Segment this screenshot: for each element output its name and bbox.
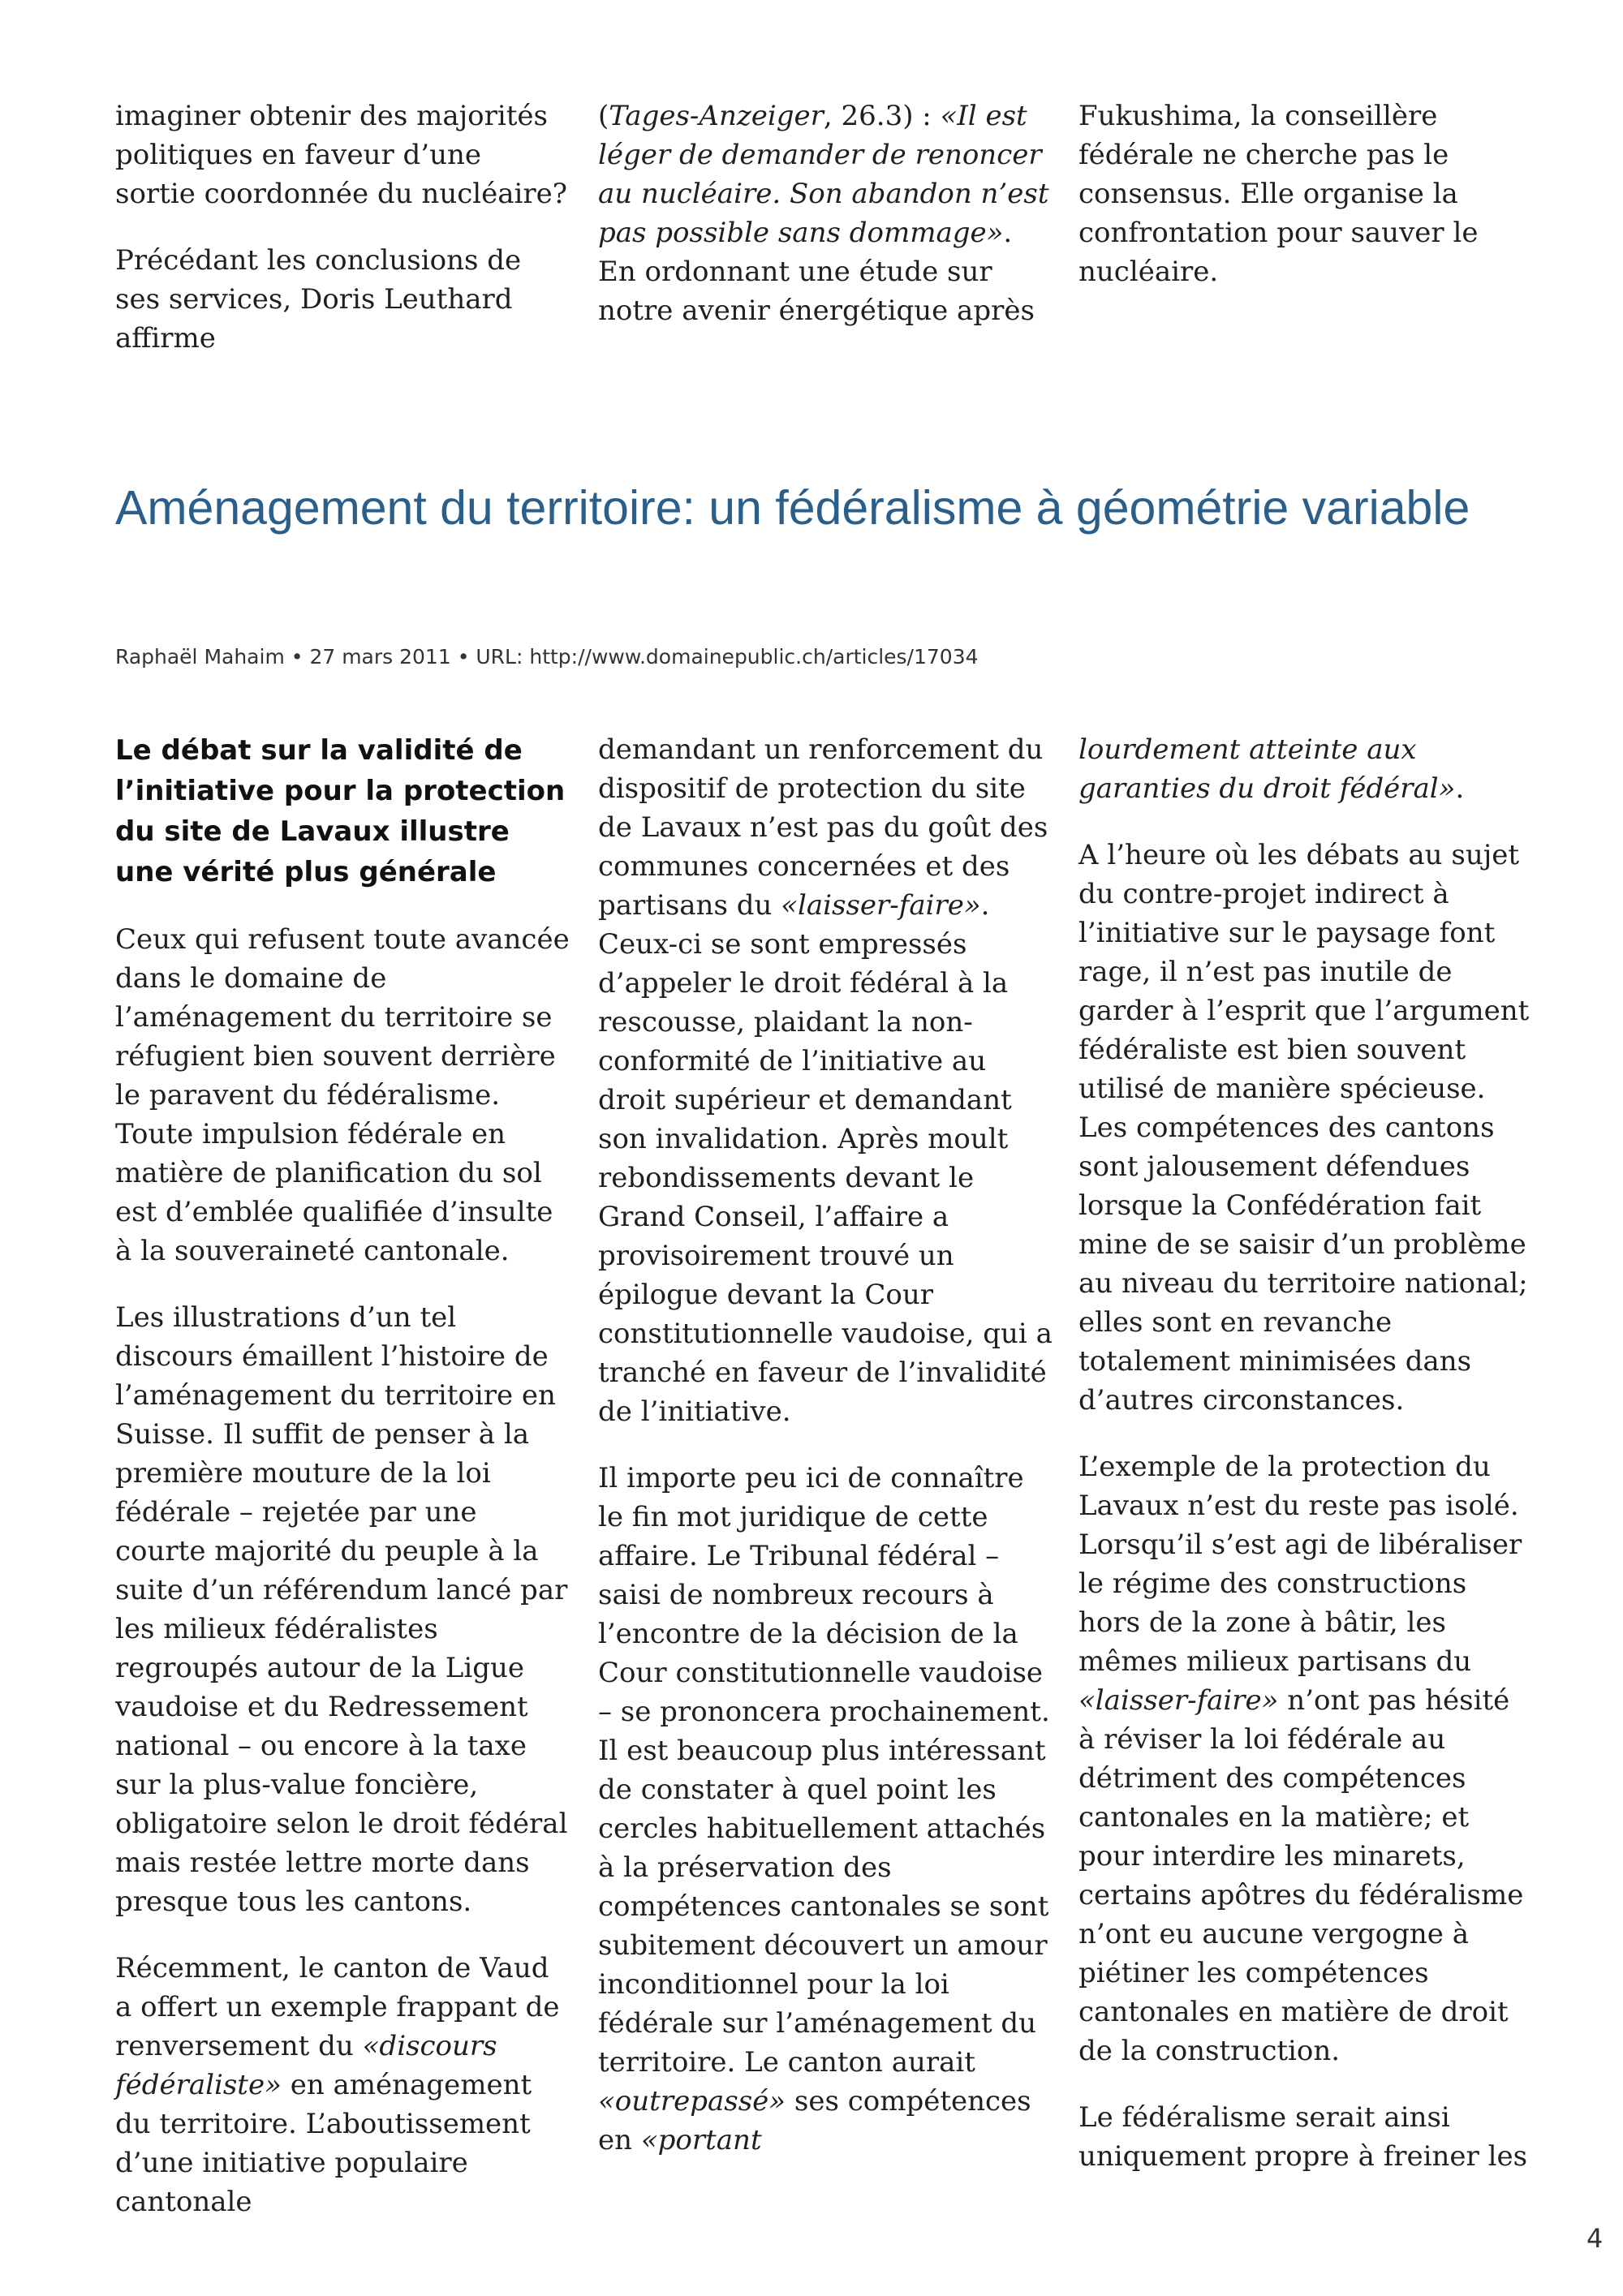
paragraph: Le fédéralisme serait ainsi uniquement propre à freiner les: [1078, 2101, 1528, 2173]
source-name: Tages-Anzeiger: [609, 100, 824, 132]
article-col3: [1078, 730, 1533, 2204]
paragraph: L’exemple de la protection du Lavaux n’est du reste pas isolé. Lorsqu’il s’est agi de libéraliser le régime des constructions hors de la zone à bâtir, les mêmes milieux partisans du «laisser-faire» n’ont pas hésité à réviser la loi fédérale au détriment des compétences cantonales en la matière; et pour interdire les minarets, certains apôtres du fédéralisme n’ont eu aucune vergogne à piétiner les compétences cantonales en matière de droit de la construction.: [1078, 1451, 1524, 2067]
prev-col2-paragraph: (Tages-Anzeiger, 26.3) : «Il est léger de demander de renoncer au nucléaire. Son abandon n’est pas possible sans dommage». En ordonnant une étude sur notre avenir énergétique après: [598, 100, 1049, 327]
prev-article-col3: [1078, 97, 1533, 319]
prev-col1-paragraph: Précédant les conclusions de ses services, Doris Leuthard affirme: [115, 244, 522, 355]
prev-col1-paragraph: imaginer obtenir des majorités politiques en faveur d’une sortie coordonnée du nucléaire?: [115, 100, 567, 210]
paragraph: Les illustrations d’un tel discours émaillent l’histoire de l’aménagement du territoire en Suisse. Il suffit de penser à la première mouture de la loi fédérale – rejetée par une courte majorité du peuple à la suite d’un référendum lancé par les milieux fédéralistes regroupés autour de la Ligue vaudoise et du Redressement national – ou encore à la taxe sur la plus-value foncière, obligatoire selon le droit fédéral mais restée lettre morte dans presque tous les cantons.: [115, 1301, 568, 1918]
article-lead: Le débat sur la validité de l’initiative pour la protection du site de Lavaux illustre une vérité plus générale: [115, 734, 566, 888]
paragraph: demandant un renforcement du dispositif de protection du site de Lavaux n’est pas du goût des communes concernées et des partisans du «laisser-faire». Ceux-ci se sont empressés d’appeler le droit fédéral à la rescousse, plaidant la non-conformité de l’initiative au droit supérieur et demandant son invalidation. Après moult rebondissements devant le Grand Conseil, l’affaire a provisoirement trouvé un épilogue devant la Cour constitutionnelle vaudoise, qui a tranché en faveur de l’invalidité de l’initiative.: [598, 733, 1053, 1428]
paragraph: Ceux qui refusent toute avancée dans le domaine de l’aménagement du territoire se réfugient bien souvent derrière le paravent du fédéralisme. Toute impulsion fédérale en matière de planification du sol est d’emblée qualifiée d’insulte à la souveraineté cantonale.: [115, 923, 570, 1267]
prev-col3-paragraph: Fukushima, la conseillère fédérale ne cherche pas le consensus. Elle organise la confrontation pour sauver le nucléaire.: [1078, 100, 1479, 288]
article-col2: [598, 730, 1053, 2187]
paragraph: Récemment, le canton de Vaud a offert un exemple frappant de renversement du «discours fédéraliste» en aménagement du territoire. L’aboutissement d’une initiative populaire cantonale: [115, 1952, 560, 2218]
paragraph: A l’heure où les débats au sujet du contre-projet indirect à l’initiative sur le paysage font rage, il n’est pas inutile de garder à l’esprit que l’argument fédéraliste est bien souvent utilisé de manière spécieuse. Les compétences des cantons sont jalousement défendues lorsque la Confédération fait mine de se saisir d’un problème au niveau du territoire national; elles sont en revanche totalement minimisées dans d’autres circonstances.: [1078, 839, 1530, 1417]
paragraph: lourdement atteinte aux garanties du droit fédéral».: [1078, 733, 1465, 805]
quote: «Il est léger de demander de renoncer au nucléaire. Son abandon n’est pas possible sans dommage»: [598, 100, 1049, 249]
prev-article-col2: [598, 97, 1053, 358]
article-title: Aménagement du territoire: un fédéralisme à géométrie variable: [115, 481, 1470, 535]
article-byline: Raphaël Mahaim • 27 mars 2011 • URL: http://www.domainepublic.ch/articles/17034: [115, 645, 979, 669]
prev-article-col1: [115, 97, 570, 385]
page-number: 4: [1586, 2223, 1604, 2254]
paragraph: Il importe peu ici de connaître le fin mot juridique de cette affaire. Le Tribunal fédéral – saisi de nombreux recours à l’encontre de la décision de la Cour constitutionnelle vaudoise – se prononcera prochainement. Il est beaucoup plus intéressant de constater à quel point les cercles habituellement attachés à la préservation des compétences cantonales se sont subitement découvert un amour inconditionnel pour la loi fédérale sur l’aménagement du territoire. Le canton aurait «outrepassé» ses compétences en «portant: [598, 1462, 1050, 2156]
article-col1: [115, 730, 570, 2249]
